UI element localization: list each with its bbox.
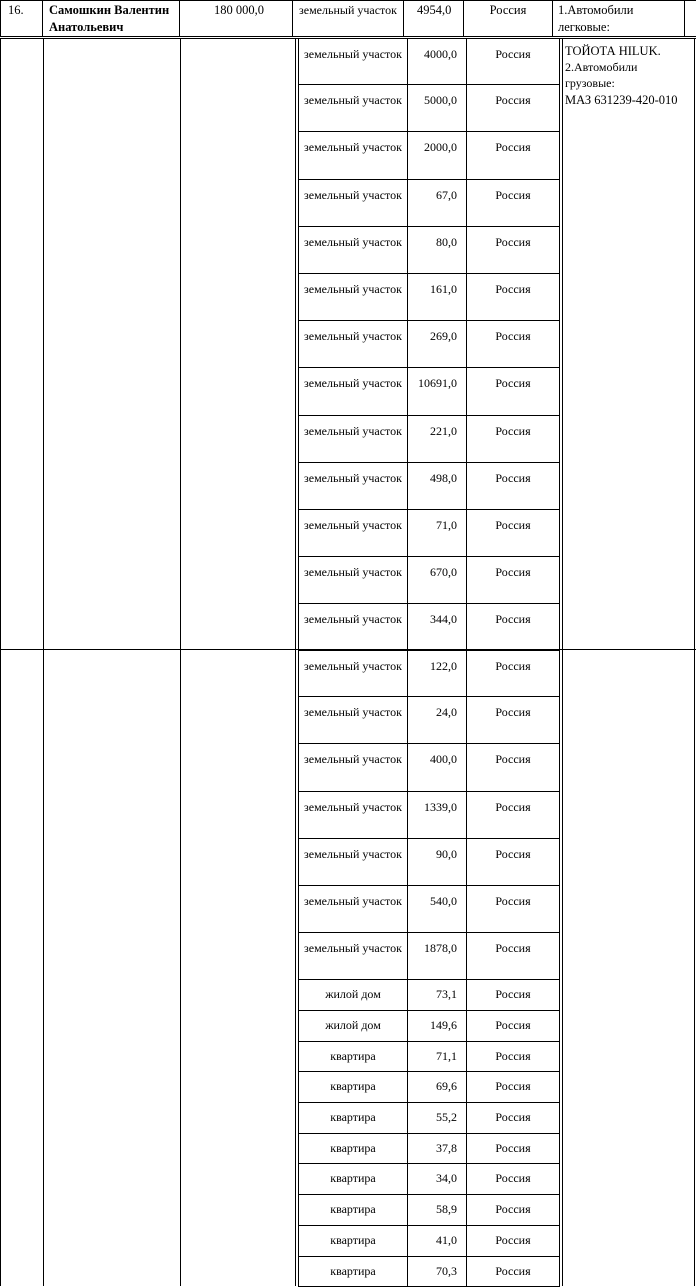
property-area-cell (408, 321, 467, 367)
property-area: 73,1 (408, 980, 466, 1003)
header-bottom-rule (0, 36, 696, 37)
vehicle-line: МАЗ 631239-420-010 (565, 92, 678, 109)
property-type-cell (299, 85, 408, 131)
property-area-cell (408, 886, 467, 932)
property-type: земельный участок (299, 85, 407, 109)
property-country-cell (467, 1195, 559, 1225)
property-type-cell (299, 604, 408, 650)
property-area-cell (408, 1134, 467, 1164)
property-country-cell (467, 1042, 559, 1072)
property-row (298, 980, 560, 1011)
property-row (298, 1195, 560, 1226)
property-country: Россия (467, 321, 559, 345)
property-country-cell (467, 886, 559, 932)
property-type: квартира (299, 1257, 407, 1280)
property-country: Россия (467, 651, 559, 675)
property-type-cell (299, 1134, 408, 1164)
property-area-cell (408, 463, 467, 509)
property-type: земельный участок (299, 933, 407, 957)
property-area-cell (408, 1011, 467, 1041)
property-country-cell (467, 697, 559, 743)
divider (292, 0, 293, 36)
property-row (298, 321, 560, 368)
property-type: жилой дом (299, 1011, 407, 1034)
property-type: земельный участок (299, 697, 407, 721)
object-type: земельный участок (294, 2, 402, 19)
vehicle-line: ТОЙОТА HILUK. (565, 43, 661, 60)
property-country-cell (467, 933, 559, 979)
property-type: земельный участок (299, 274, 407, 298)
property-area-cell (408, 510, 467, 556)
property-area: 41,0 (408, 1226, 466, 1249)
property-type: земельный участок (299, 463, 407, 487)
column-divider (562, 38, 563, 1286)
property-area-cell (408, 39, 467, 84)
property-row (298, 1164, 560, 1195)
property-type-cell (299, 1164, 408, 1194)
property-area-cell (408, 416, 467, 462)
property-type: квартира (299, 1134, 407, 1157)
property-area-cell (408, 839, 467, 885)
property-country: Россия (467, 1011, 559, 1034)
property-area-cell (408, 604, 467, 650)
property-row (298, 886, 560, 933)
property-row (298, 1226, 560, 1257)
property-country-cell (467, 1164, 559, 1194)
property-type-cell (299, 651, 408, 696)
property-type-cell (299, 416, 408, 462)
property-area-cell (408, 227, 467, 273)
property-country-cell (467, 227, 559, 273)
column-divider (180, 38, 181, 1286)
property-row (298, 1072, 560, 1103)
property-area: 122,0 (408, 651, 466, 675)
property-area: 67,0 (408, 180, 466, 204)
property-type: земельный участок (299, 744, 407, 768)
property-area-cell (408, 85, 467, 131)
property-type-cell (299, 227, 408, 273)
property-area: 37,8 (408, 1134, 466, 1157)
property-area-cell (408, 1164, 467, 1194)
property-row (298, 227, 560, 274)
property-country: Россия (467, 1226, 559, 1249)
property-country-cell (467, 1072, 559, 1102)
person-name: Самошкин Валентин Анатольевич (49, 2, 177, 36)
property-area: 498,0 (408, 463, 466, 487)
property-type: земельный участок (299, 510, 407, 534)
property-country-cell (467, 463, 559, 509)
property-country-cell (467, 1257, 559, 1287)
property-row (298, 85, 560, 132)
property-country: Россия (467, 1042, 559, 1065)
property-area: 71,1 (408, 1042, 466, 1065)
property-area-cell (408, 1195, 467, 1225)
property-country: Россия (467, 368, 559, 392)
property-country: Россия (467, 744, 559, 768)
property-type-cell (299, 1011, 408, 1041)
property-country: Россия (467, 1164, 559, 1187)
property-row (298, 180, 560, 227)
property-type: земельный участок (299, 651, 407, 675)
property-area-cell (408, 180, 467, 226)
property-row (298, 463, 560, 510)
property-row (298, 604, 560, 651)
divider (684, 0, 685, 36)
property-country-cell (467, 180, 559, 226)
property-type: земельный участок (299, 132, 407, 156)
property-area: 69,6 (408, 1072, 466, 1095)
object-country: Россия (464, 2, 552, 19)
property-country: Россия (467, 886, 559, 910)
property-type-cell (299, 886, 408, 932)
divider (0, 0, 1, 36)
property-area-cell (408, 697, 467, 743)
property-type: квартира (299, 1103, 407, 1126)
property-type: квартира (299, 1226, 407, 1249)
property-country-cell (467, 1103, 559, 1133)
property-country-cell (467, 416, 559, 462)
property-area: 269,0 (408, 321, 466, 345)
property-area-cell (408, 744, 467, 790)
property-type-cell (299, 1042, 408, 1072)
property-country-cell (467, 744, 559, 790)
property-type-cell (299, 180, 408, 226)
property-type-cell (299, 510, 408, 556)
property-row (298, 1103, 560, 1134)
property-country: Россия (467, 463, 559, 487)
property-type-cell (299, 368, 408, 414)
property-type-cell (299, 557, 408, 603)
property-country-cell (467, 792, 559, 838)
property-type: земельный участок (299, 416, 407, 440)
property-country: Россия (467, 85, 559, 109)
column-divider (295, 38, 296, 1286)
property-area-cell (408, 274, 467, 320)
property-row (298, 132, 560, 179)
property-country-cell (467, 1011, 559, 1041)
property-country: Россия (467, 1103, 559, 1126)
property-country-cell (467, 274, 559, 320)
row-number: 16. (8, 2, 24, 19)
vehicle-line: 2.Автомобили (565, 59, 637, 76)
property-area: 24,0 (408, 697, 466, 721)
property-country-cell (467, 651, 559, 696)
property-area: 4000,0 (408, 39, 466, 63)
outer-left-border (0, 38, 1, 1286)
property-country: Россия (467, 557, 559, 581)
property-area-cell (408, 980, 467, 1010)
property-country-cell (467, 39, 559, 84)
property-row (298, 557, 560, 604)
property-type-cell (299, 274, 408, 320)
property-type: земельный участок (299, 557, 407, 581)
property-country-cell (467, 368, 559, 414)
property-row (298, 416, 560, 463)
property-area-cell (408, 132, 467, 178)
property-area: 55,2 (408, 1103, 466, 1126)
property-area: 90,0 (408, 839, 466, 863)
vehicle-line: грузовые: (565, 75, 615, 92)
property-area-cell (408, 933, 467, 979)
property-country: Россия (467, 933, 559, 957)
header-top-rule (0, 0, 696, 1)
divider (42, 0, 43, 36)
property-country: Россия (467, 1134, 559, 1157)
property-area: 1878,0 (408, 933, 466, 957)
property-area-cell (408, 1072, 467, 1102)
property-type-cell (299, 463, 408, 509)
property-area-cell (408, 1226, 467, 1256)
property-area: 221,0 (408, 416, 466, 440)
property-type: квартира (299, 1164, 407, 1187)
property-type: квартира (299, 1195, 407, 1218)
property-country-cell (467, 1226, 559, 1256)
property-row (298, 510, 560, 557)
property-area: 80,0 (408, 227, 466, 251)
property-row (298, 1042, 560, 1073)
declared-income: 180 000,0 (214, 2, 264, 19)
property-area-cell (408, 1042, 467, 1072)
divider (552, 0, 553, 36)
property-area: 540,0 (408, 886, 466, 910)
property-row (298, 933, 560, 980)
property-country-cell (467, 557, 559, 603)
property-country: Россия (467, 132, 559, 156)
property-row (298, 38, 560, 85)
property-type: земельный участок (299, 39, 407, 63)
property-type-cell (299, 792, 408, 838)
property-area: 34,0 (408, 1164, 466, 1187)
property-row (298, 650, 560, 697)
property-type-cell (299, 744, 408, 790)
property-type: земельный участок (299, 886, 407, 910)
property-country: Россия (467, 416, 559, 440)
property-row (298, 1134, 560, 1165)
property-type-cell (299, 39, 408, 84)
divider (403, 0, 404, 36)
property-country-cell (467, 132, 559, 178)
object-area: 4954,0 (417, 2, 451, 19)
property-type: земельный участок (299, 604, 407, 628)
property-country: Россия (467, 274, 559, 298)
property-type-cell (299, 132, 408, 178)
column-divider (43, 38, 44, 1286)
property-row (298, 744, 560, 791)
property-area: 670,0 (408, 557, 466, 581)
property-country: Россия (467, 227, 559, 251)
property-country-cell (467, 85, 559, 131)
property-area: 5000,0 (408, 85, 466, 109)
property-country: Россия (467, 510, 559, 534)
property-country: Россия (467, 792, 559, 816)
property-type-cell (299, 1195, 408, 1225)
property-country: Россия (467, 1072, 559, 1095)
property-area: 58,9 (408, 1195, 466, 1218)
property-area-cell (408, 1103, 467, 1133)
property-row (298, 839, 560, 886)
property-type: земельный участок (299, 839, 407, 863)
property-row (298, 274, 560, 321)
property-row (298, 1011, 560, 1042)
property-country: Россия (467, 839, 559, 863)
property-area: 344,0 (408, 604, 466, 628)
property-area: 71,0 (408, 510, 466, 534)
property-type: жилой дом (299, 980, 407, 1003)
vehicles-heading: 1.Автомобили легковые: (558, 2, 682, 36)
property-type: земельный участок (299, 792, 407, 816)
property-area: 400,0 (408, 744, 466, 768)
property-country: Россия (467, 980, 559, 1003)
property-country-cell (467, 1134, 559, 1164)
property-type-cell (299, 933, 408, 979)
property-area: 149,6 (408, 1011, 466, 1034)
property-area-cell (408, 557, 467, 603)
property-type-cell (299, 1103, 408, 1133)
property-row (298, 697, 560, 744)
property-country: Россия (467, 1257, 559, 1280)
property-country-cell (467, 321, 559, 367)
property-table (298, 650, 560, 1287)
property-type: квартира (299, 1042, 407, 1065)
property-type-cell (299, 697, 408, 743)
property-row (298, 792, 560, 839)
property-row (298, 1257, 560, 1287)
property-country: Россия (467, 39, 559, 63)
property-country: Россия (467, 697, 559, 721)
property-country-cell (467, 510, 559, 556)
property-country-cell (467, 839, 559, 885)
property-country-cell (467, 604, 559, 650)
property-type-cell (299, 1257, 408, 1287)
property-area-cell (408, 368, 467, 414)
property-row (298, 368, 560, 415)
property-area: 2000,0 (408, 132, 466, 156)
property-type: земельный участок (299, 180, 407, 204)
property-type: земельный участок (299, 368, 407, 392)
property-area: 70,3 (408, 1257, 466, 1280)
property-type-cell (299, 839, 408, 885)
property-country: Россия (467, 180, 559, 204)
property-table (298, 38, 560, 651)
property-area: 1339,0 (408, 792, 466, 816)
property-area-cell (408, 651, 467, 696)
divider (179, 0, 180, 36)
property-type: земельный участок (299, 227, 407, 251)
property-type-cell (299, 1226, 408, 1256)
property-type-cell (299, 321, 408, 367)
property-type-cell (299, 980, 408, 1010)
property-country: Россия (467, 1195, 559, 1218)
property-country-cell (467, 980, 559, 1010)
property-country: Россия (467, 604, 559, 628)
property-type: земельный участок (299, 321, 407, 345)
property-area: 161,0 (408, 274, 466, 298)
outer-right-border (694, 38, 695, 1286)
property-area-cell (408, 1257, 467, 1287)
property-type: квартира (299, 1072, 407, 1095)
property-area-cell (408, 792, 467, 838)
property-type-cell (299, 1072, 408, 1102)
property-area: 10691,0 (408, 368, 466, 392)
